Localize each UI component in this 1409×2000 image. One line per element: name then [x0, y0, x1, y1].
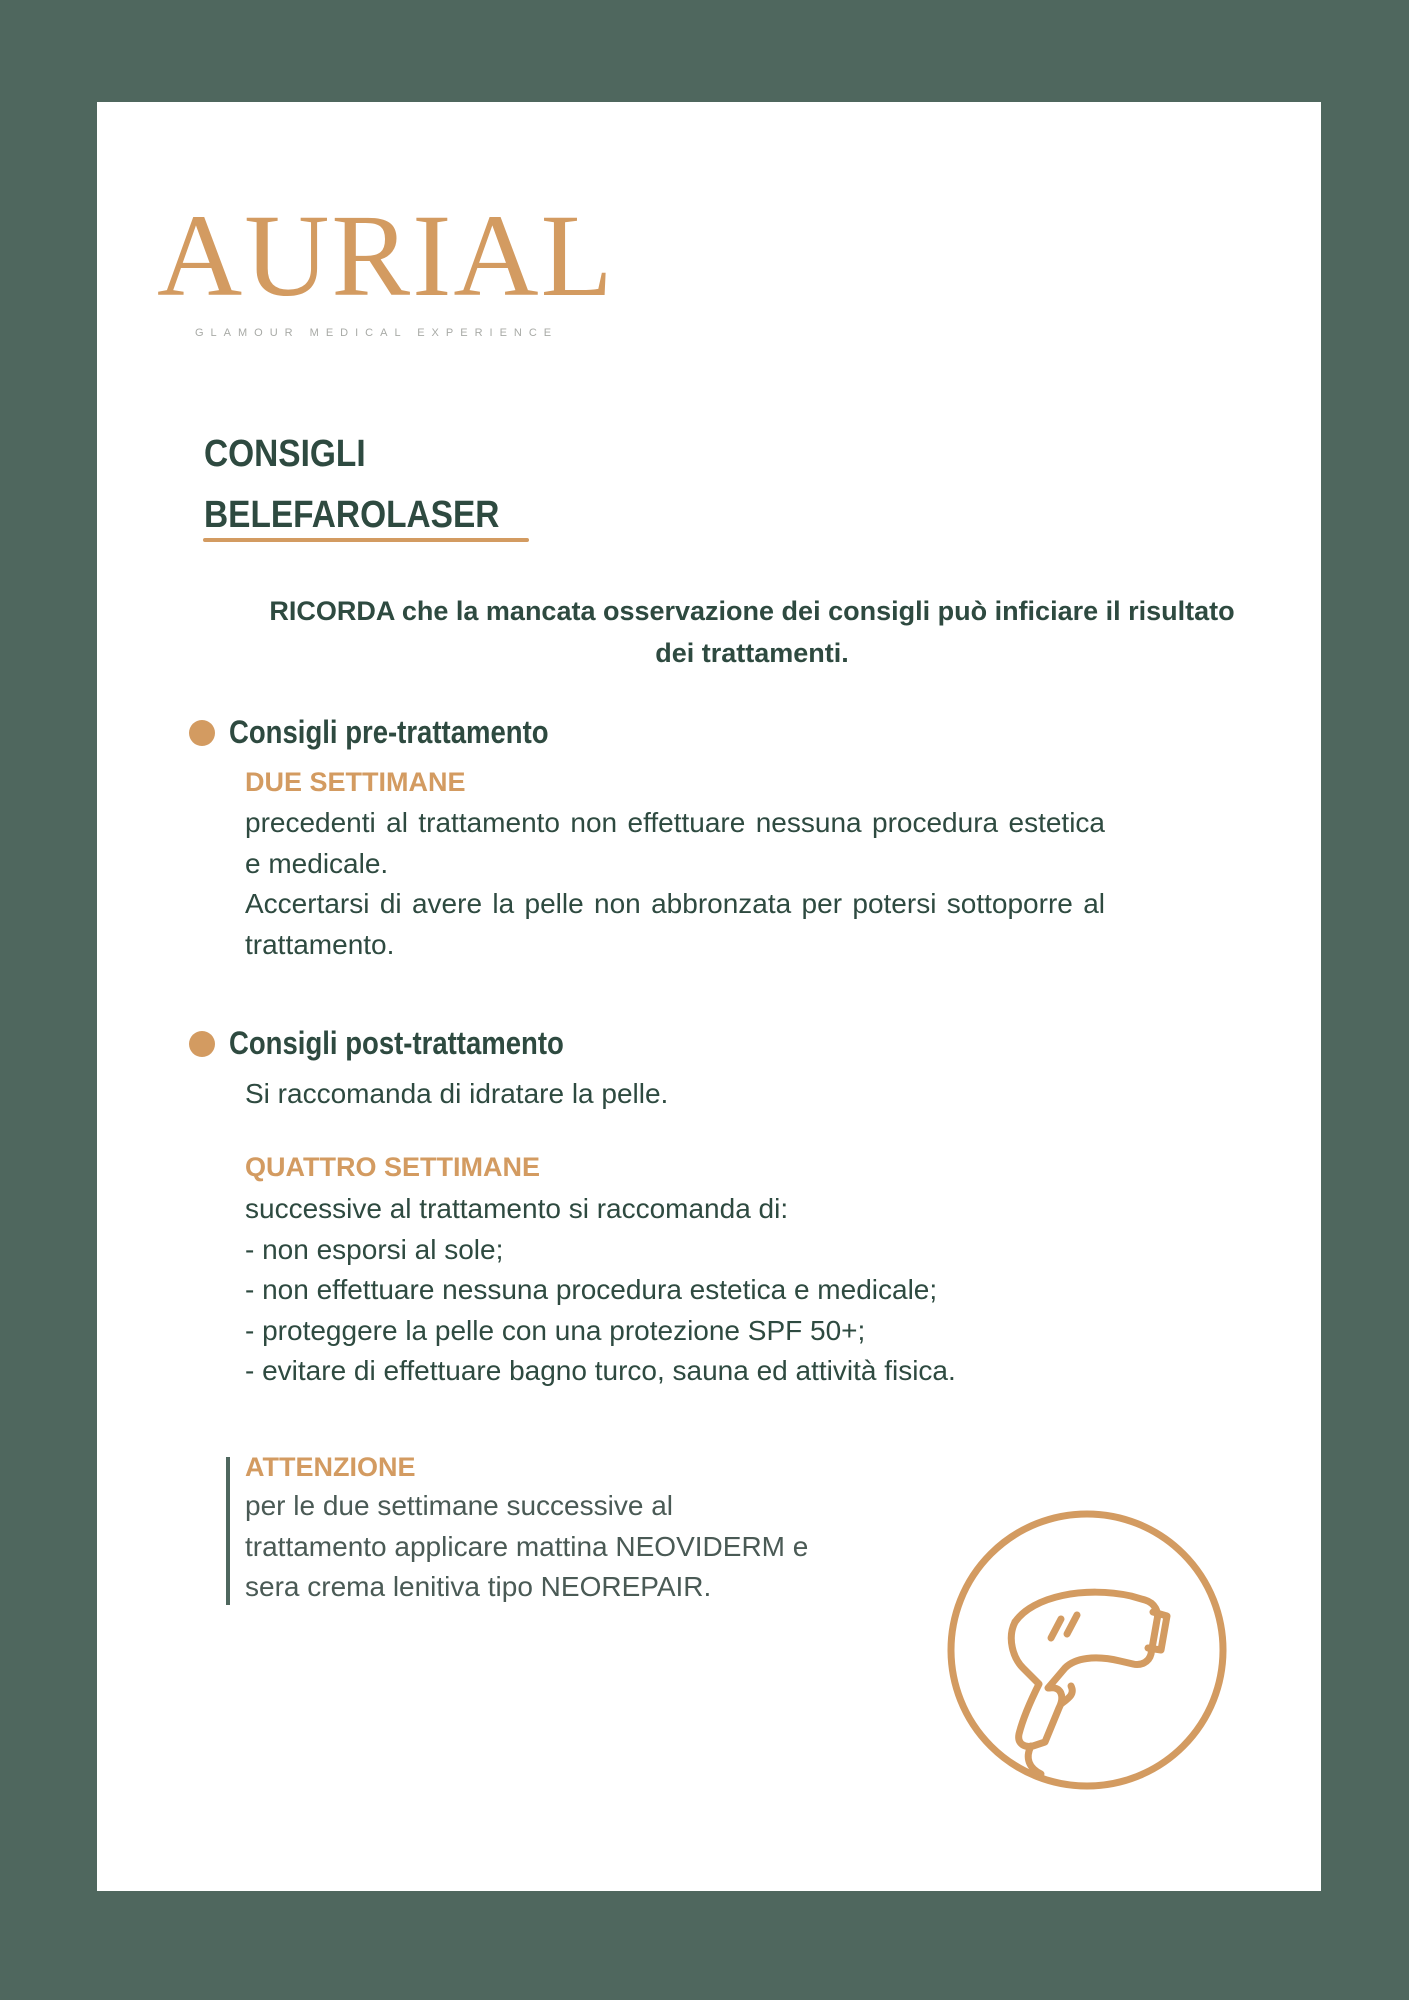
post-treatment-heading	[189, 1025, 618, 1062]
attention-heading: ATTENZIONE	[245, 1452, 416, 1482]
title-line-1: CONSIGLI	[204, 433, 366, 475]
pre-treatment-subheading: DUE SETTIMANE	[245, 767, 466, 797]
pre-treatment-text	[245, 803, 1105, 965]
list-item: - proteggere la pelle con una protezione SPF 50+;	[245, 1314, 866, 1346]
attention-line: sera crema lenitiva tipo NEOREPAIR.	[245, 1571, 712, 1602]
logo-tagline: GLAMOUR MEDICAL EXPERIENCE	[195, 327, 559, 339]
list-item: - non esporsi al sole;	[245, 1233, 504, 1265]
list-item: successive al trattamento si raccomanda di:	[245, 1193, 789, 1224]
pre-treatment-heading	[189, 714, 601, 751]
pre-treatment-text-1: precedenti al trattamento non effettuare nessuna procedura estetica e medicale.	[245, 807, 1105, 879]
pre-treatment-text-2: Accertarsi di avere la pelle non abbronzata per potersi sottoporre al trattamento.	[245, 888, 1105, 960]
list-item: - non effettuare nessuna procedura estetica e medicale;	[245, 1274, 938, 1305]
bullet-dot	[189, 1031, 215, 1057]
bullet-dot	[189, 720, 215, 746]
page-title	[204, 424, 499, 546]
post-treatment-subheading: QUATTRO SETTIMANE	[245, 1152, 540, 1182]
title-line-2: BELEFAROLASER	[204, 494, 500, 536]
post-treatment-title: Consigli post-trattamento	[229, 1025, 564, 1061]
attention-text	[245, 1486, 945, 1608]
attention-bar	[226, 1457, 230, 1605]
reminder-text: RICORDA che la mancata osservazione dei consigli può inficiare il risultato dei trattamenti.	[269, 596, 1235, 668]
title-underline	[203, 538, 529, 542]
post-treatment-intro: Si raccomanda di idratare la pelle.	[245, 1078, 669, 1109]
aurial-logo	[157, 190, 615, 339]
post-treatment-list	[245, 1189, 1145, 1392]
attention-line: trattamento applicare mattina NEOVIDERM e	[245, 1530, 809, 1562]
logo-wordmark: AURIAL	[157, 190, 615, 321]
list-item: - evitare di effettuare bagno turco, sauna ed attività fisica.	[245, 1355, 956, 1386]
content-card	[97, 102, 1321, 1891]
laser-device-icon	[945, 1508, 1229, 1792]
pre-treatment-title: Consigli pre-trattamento	[229, 714, 549, 750]
attention-line: per le due settimane successive al	[245, 1490, 673, 1521]
